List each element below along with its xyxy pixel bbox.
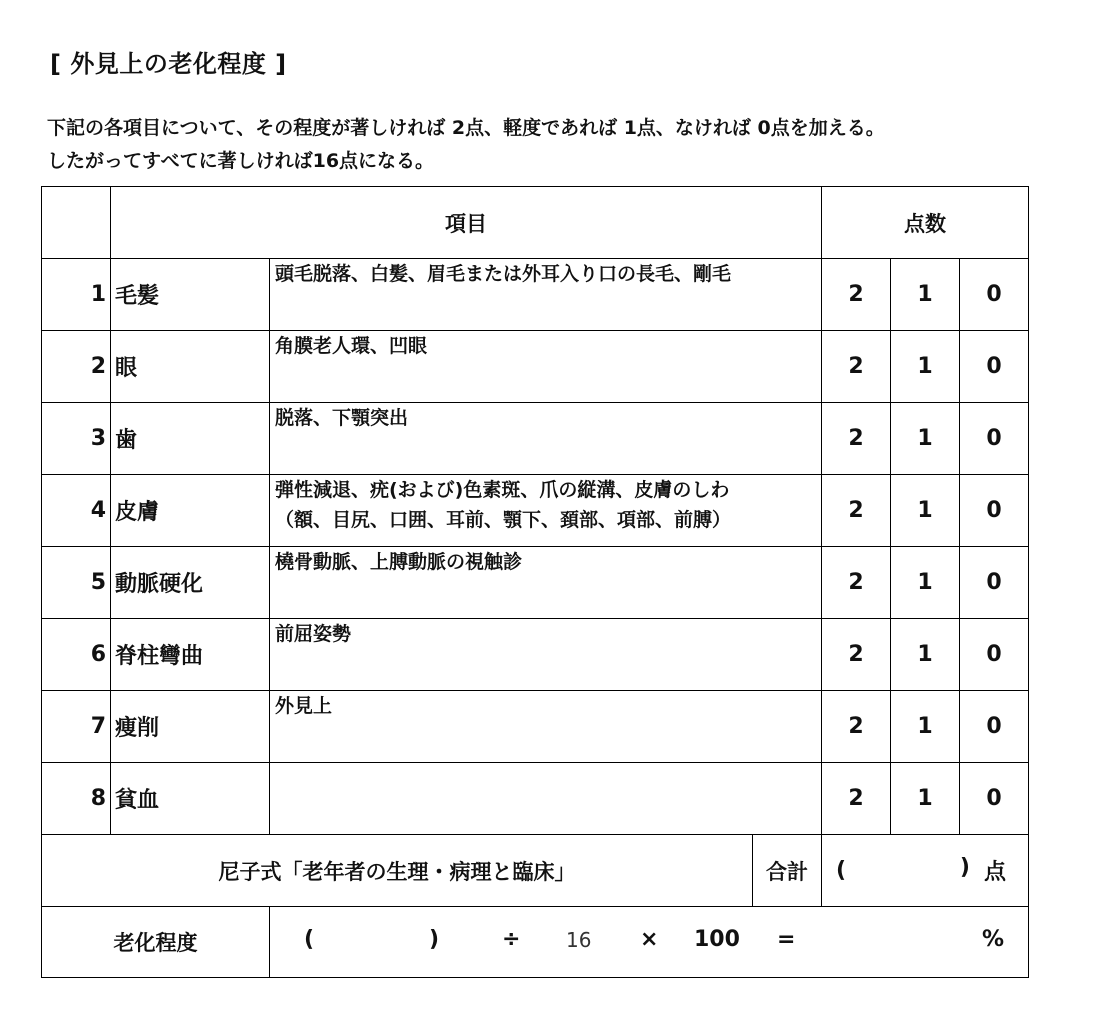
formula-multiplier: 100 [694,927,740,952]
score-option-0: 0 [960,619,1029,691]
row-detail-line: 脱落、下顎突出 [275,407,409,429]
score-option-1: 1 [891,403,960,475]
score-option-2: 2 [822,331,891,403]
row-category: 皮膚 [111,475,270,547]
row-detail [270,403,822,475]
total-unit: 点 [983,860,1006,885]
row-category: 脊柱彎曲 [111,619,270,691]
score-option-2: 2 [822,619,891,691]
score-option-0: 0 [960,691,1029,763]
score-option-1: 1 [891,475,960,547]
header-item: 項目 [111,186,822,259]
score-option-0: 0 [960,259,1029,331]
formula-times-sign: × [640,927,659,952]
formula-open-paren: ( [304,927,315,952]
score-option-1: 1 [891,547,960,619]
score-option-0: 0 [960,547,1029,619]
row-detail [270,619,822,691]
header-score: 点数 [822,186,1029,259]
score-option-1: 1 [891,691,960,763]
formula-percent-sign: % [982,927,1005,952]
total-open-paren: ( [836,858,847,883]
page-title: [ 外見上の老化程度 ] [50,50,287,78]
formula-divide-sign: ÷ [502,927,521,952]
row-detail [270,691,822,763]
score-option-0: 0 [960,331,1029,403]
row-detail-line: 頭毛脱落、白髪、眉毛または外耳入り口の長毛、剛毛 [275,263,732,285]
row-detail [270,259,822,331]
aging-degree-label: 老化程度 [41,907,270,978]
row-number: 8 [41,763,111,835]
total-close-paren: ) [959,855,970,880]
row-number: 7 [41,691,111,763]
row-number: 6 [41,619,111,691]
row-detail [270,331,822,403]
score-option-1: 1 [891,763,960,835]
row-category: 動脈硬化 [111,547,270,619]
formula-close-paren: ) [429,927,440,952]
score-option-2: 2 [822,403,891,475]
score-option-2: 2 [822,763,891,835]
row-number: 5 [41,547,111,619]
row-detail-line: 前屈姿勢 [275,623,352,645]
row-category: 歯 [111,403,270,475]
row-detail-line: 角膜老人環、凹眼 [275,335,428,357]
score-option-0: 0 [960,475,1029,547]
total-score-field[interactable] [822,835,1029,907]
row-number: 1 [41,259,111,331]
row-number: 4 [41,475,111,547]
row-detail-line: 弾性減退、疣(および)色素斑、爪の縦溝、皮膚のしわ [275,479,730,501]
score-option-2: 2 [822,691,891,763]
score-option-2: 2 [822,547,891,619]
row-detail [270,547,822,619]
row-category: 眼 [111,331,270,403]
formula-equals-sign: = [777,927,796,952]
total-label: 合計 [753,835,822,907]
instruction-line: 下記の各項目について、その程度が著しければ 2点、軽度であれば 1点、なければ 0点を加える。 [47,117,885,139]
row-category: 貧血 [111,763,270,835]
row-number: 2 [41,331,111,403]
formula-divisor: 16 [566,928,592,952]
source-citation: 尼子式「老年者の生理・病理と臨床」 [41,835,753,907]
instruction-line: したがってすべてに著しければ16点になる。 [47,150,435,172]
row-detail [270,763,822,835]
row-detail-line: （額、目尻、口囲、耳前、顎下、頚部、項部、前膊） [275,509,732,531]
header-number-cell [41,186,111,259]
score-option-1: 1 [891,331,960,403]
row-category: 痩削 [111,691,270,763]
row-number: 3 [41,403,111,475]
score-option-0: 0 [960,403,1029,475]
row-category: 毛髪 [111,259,270,331]
row-detail-line: 外見上 [275,695,333,717]
row-detail-line: 橈骨動脈、上膊動脈の視触診 [275,551,523,573]
score-option-2: 2 [822,475,891,547]
score-option-1: 1 [891,619,960,691]
score-option-1: 1 [891,259,960,331]
score-option-0: 0 [960,763,1029,835]
row-detail [270,475,822,547]
score-option-2: 2 [822,259,891,331]
